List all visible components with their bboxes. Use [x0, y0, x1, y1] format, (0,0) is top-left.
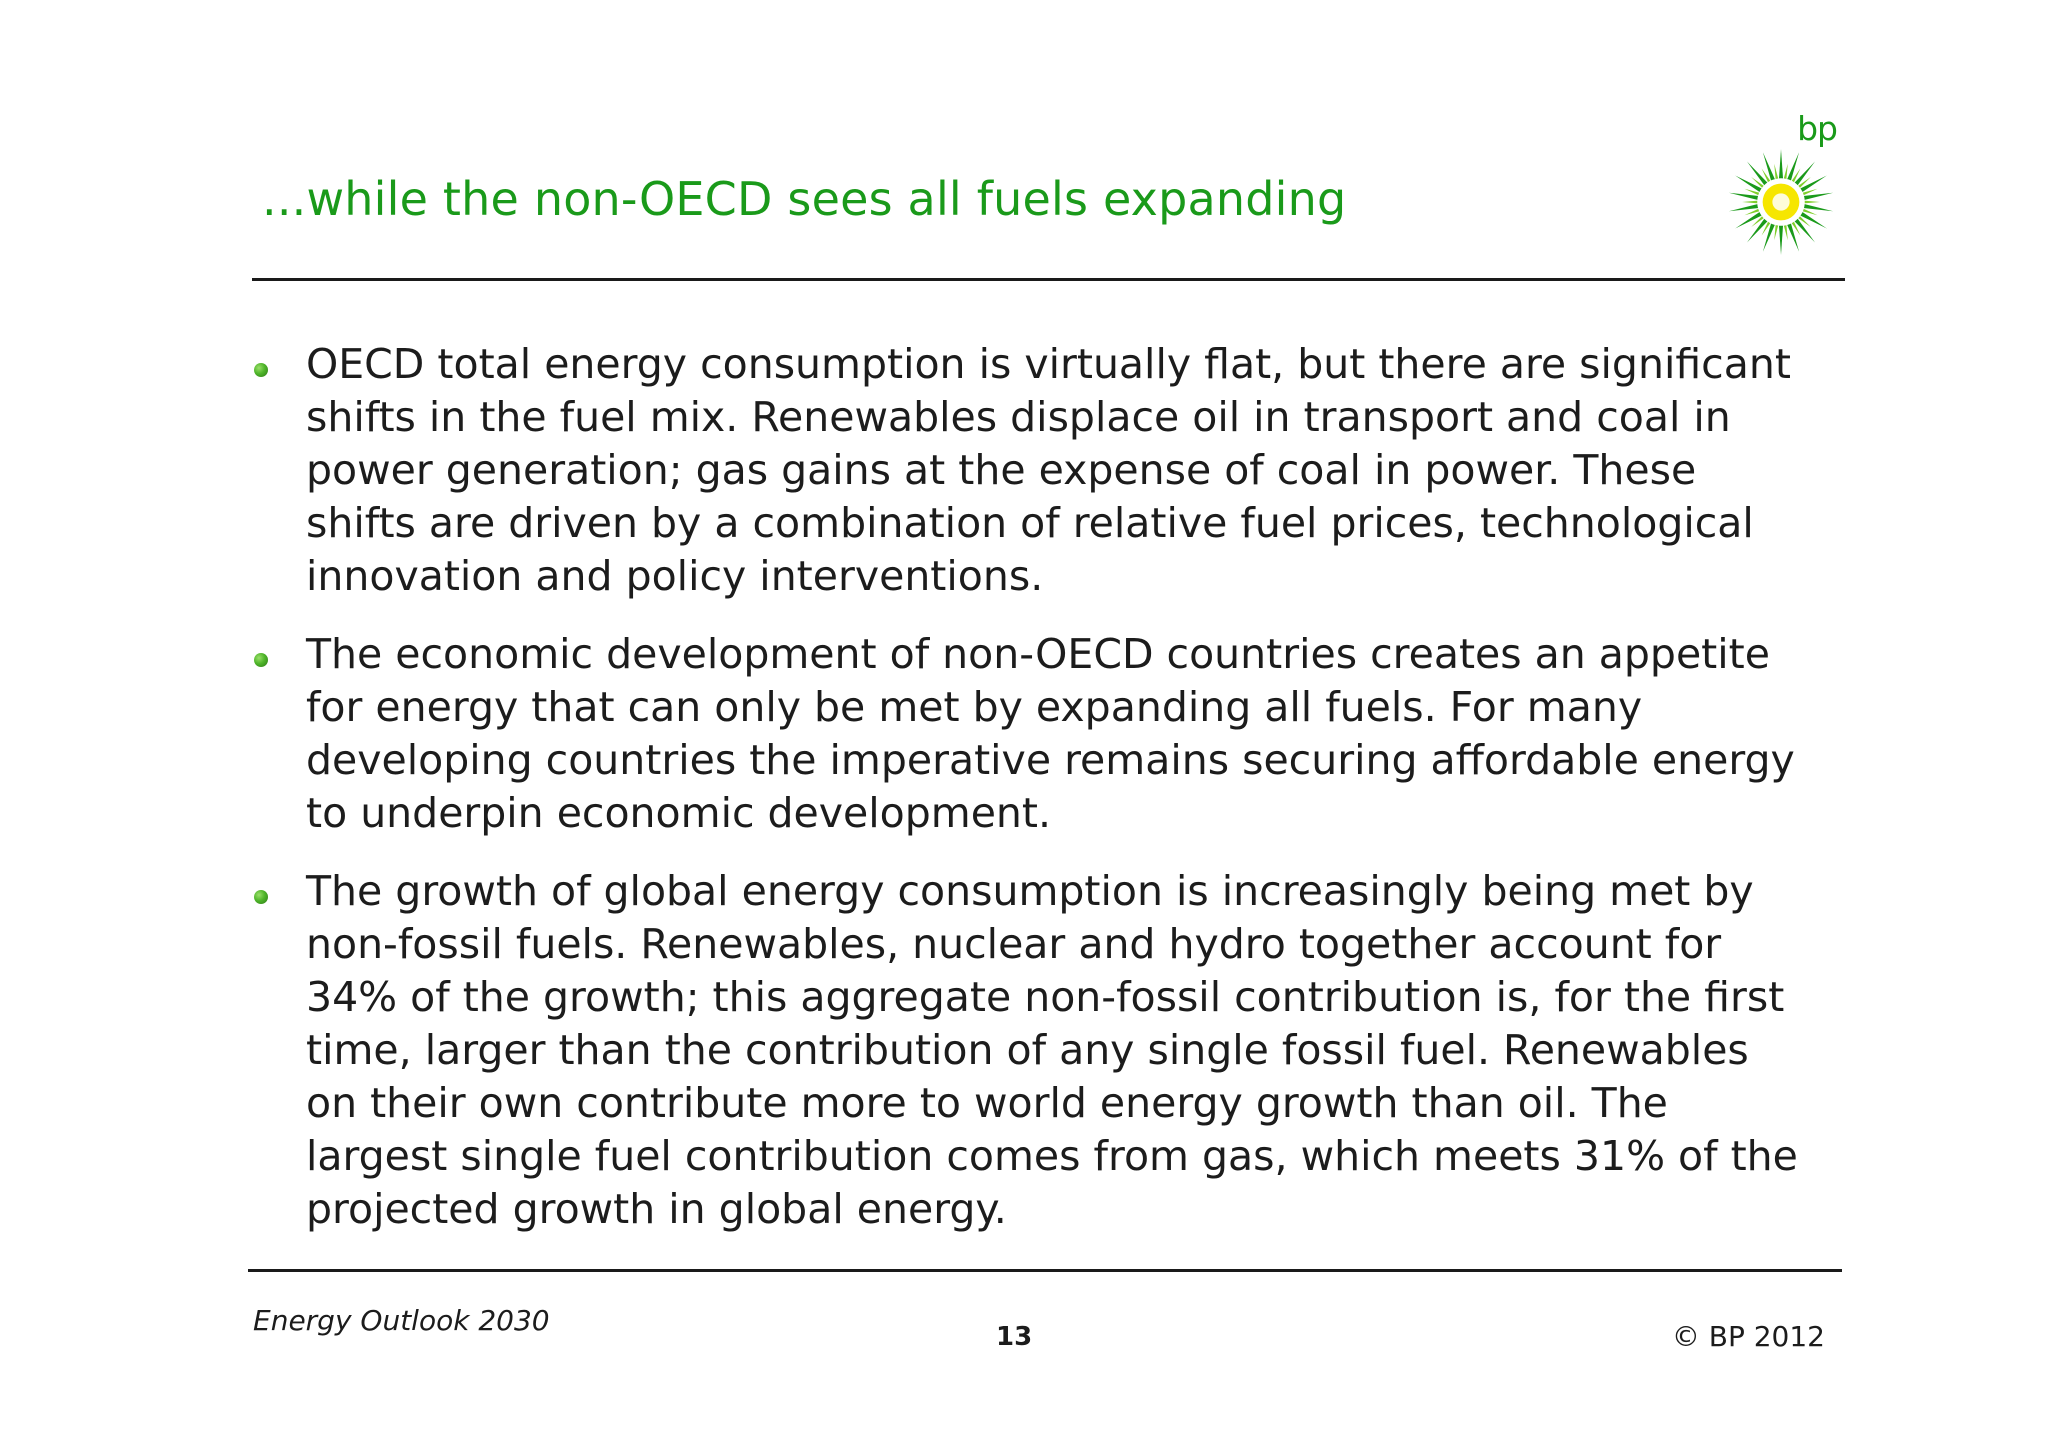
- footer-divider: [248, 1269, 1842, 1272]
- bullet-icon: [254, 653, 268, 667]
- bullet-text: OECD total energy consumption is virtually flat, but there are significant shifts in the fuel mix. Renewables displace oil in transport and coal in power generation; gas gains at the expense of coal in power. These shifts are driven by a combination of relative fuel prices, technological innovation and policy interventions.: [306, 340, 1791, 600]
- slide-title: ...while the non-OECD sees all fuels expanding: [262, 172, 1347, 226]
- bullet-item: [252, 628, 1812, 840]
- bullet-text: The economic development of non-OECD countries creates an appetite for energy that can only be met by expanding all fuels. For many developing countries the imperative remains securing affordable energy to underpin economic development.: [306, 630, 1795, 837]
- bullet-text: The growth of global energy consumption is increasingly being met by non-fossil fuels. Renewables, nuclear and hydro together account for 34% of the growth; this aggregate non-fossil contribution is, for the first time, larger than the contribution of any single fossil fuel. Renewables on their own contribute more to world energy growth than oil. The largest single fuel contribution comes from gas, which meets 31% of the projected growth in global energy.: [306, 867, 1798, 1233]
- bp-helios-icon: [1727, 148, 1835, 256]
- footer-publication: Energy Outlook 2030: [253, 1304, 550, 1337]
- bp-logo: [1727, 109, 1837, 257]
- bullet-list: [252, 338, 1812, 1261]
- bullet-icon: [254, 363, 268, 377]
- footer-copyright: © BP 2012: [1671, 1320, 1825, 1353]
- bullet-item: [252, 338, 1812, 603]
- page-number: 13: [996, 1322, 1033, 1352]
- bullet-item: [252, 865, 1812, 1236]
- bullet-icon: [254, 890, 268, 904]
- title-divider: [252, 278, 1845, 281]
- bp-logo-text: bp: [1797, 109, 1837, 148]
